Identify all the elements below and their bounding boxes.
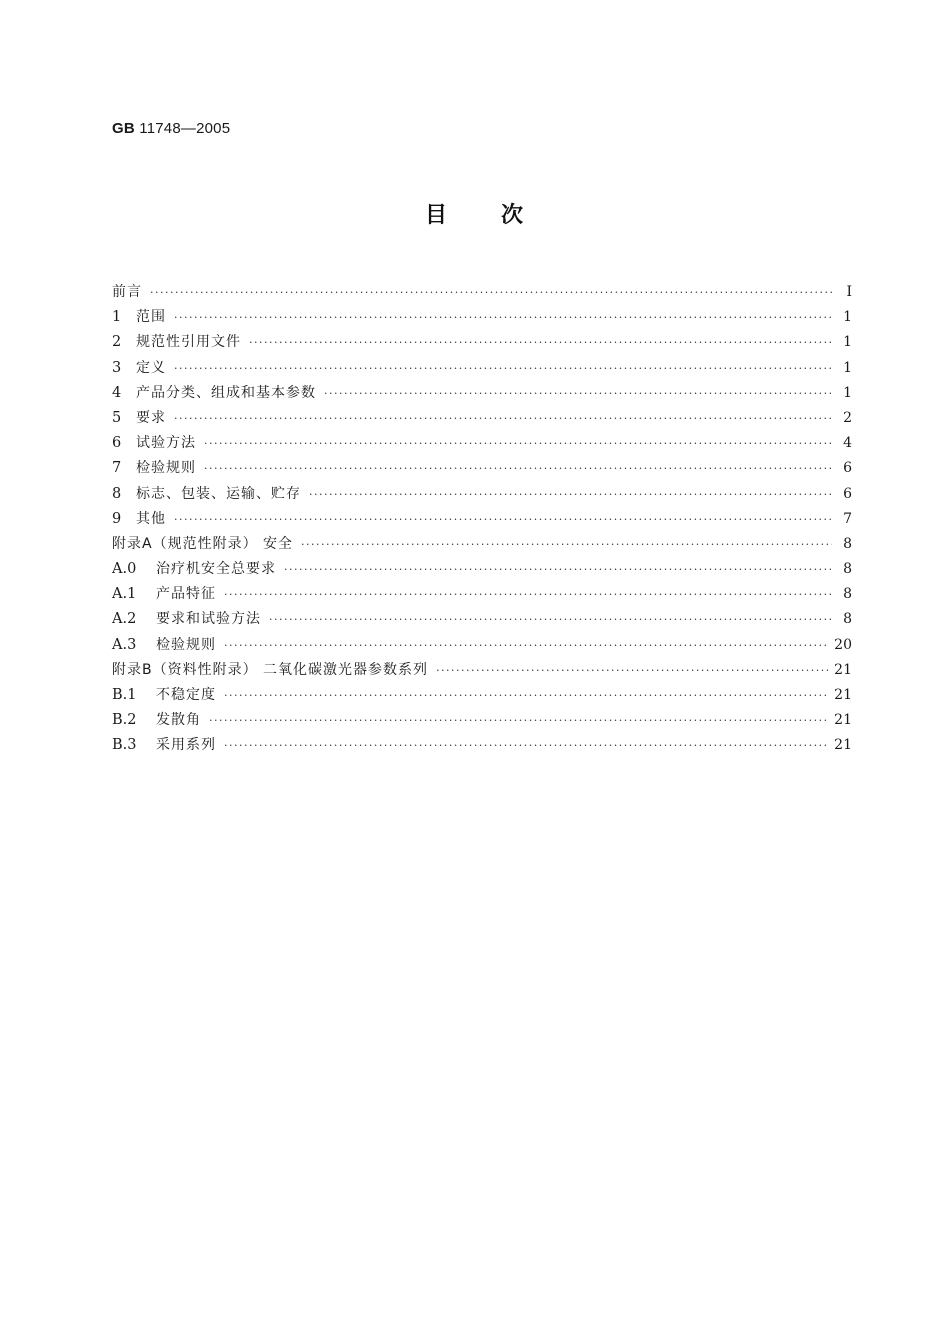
toc-entry-label: 定义 [136,359,166,376]
toc-entry-label: 标志、包装、运输、贮存 [136,485,301,502]
toc-entry[interactable] [112,607,852,632]
toc-entry-number: 9 [112,510,122,527]
toc-entry-page-number: 1 [843,309,852,326]
toc-entry-page-number: 21 [834,687,852,703]
toc-dot-leader [309,482,832,507]
standard-number: 11748—2005 [139,120,231,137]
toc-entry-page-number: 20 [834,636,852,653]
toc-dot-leader [204,456,832,481]
toc-entry-label: 要求 [136,409,166,426]
toc-entry-page-number: 8 [843,611,852,628]
toc-dot-leader [174,356,832,381]
toc-entry[interactable] [112,633,852,658]
toc-entry-label: 产品特征 [156,586,216,603]
toc-entry-page-number: 21 [834,712,852,729]
toc-entry[interactable] [112,381,852,406]
toc-entry[interactable] [112,431,852,456]
toc-entry-number: B.2 [112,712,137,729]
toc-entry-number: 6 [112,435,122,452]
toc-dot-leader [224,633,828,658]
toc-entry-page-number: 1 [843,334,852,351]
toc-entry-number: 7 [112,460,122,477]
toc-entry-number: A.0 [112,561,137,578]
toc-dot-leader [224,683,828,708]
toc-entry-number: 3 [112,359,122,376]
toc-entry-label: 检验规则 [136,460,196,477]
toc-entry[interactable] [112,557,852,582]
toc-dot-leader [301,532,832,557]
toc-entry-label: 发散角 [156,712,201,729]
toc-entry-page-number: 1 [843,359,852,376]
toc-dot-leader [204,431,832,456]
toc-entry-page-number: 6 [843,460,852,477]
toc-dot-leader [284,557,832,582]
toc-entry-page-number: 8 [843,561,852,578]
toc-entry-label: 治疗机安全总要求 [156,561,276,578]
toc-entry-page-number: 8 [843,535,852,552]
toc-entry[interactable] [112,482,852,507]
toc-entry[interactable] [112,683,852,708]
toc-entry-label: 其他 [136,510,166,527]
toc-entry-page-number: I [846,284,852,300]
toc-entry-page-number: 4 [843,435,852,452]
toc-entry[interactable] [112,406,852,431]
toc-dot-leader [436,658,828,683]
standard-number-header [112,120,230,137]
toc-entry-number: 5 [112,409,122,426]
toc-entry-page-number: 21 [834,661,852,678]
toc-entry[interactable] [112,658,852,683]
toc-dot-leader [249,330,832,355]
toc-entry-page-number: 6 [843,485,852,502]
toc-entry-number: A.2 [112,611,137,628]
toc-dot-leader [209,708,828,733]
toc-entry[interactable] [112,582,852,607]
toc-entry-number: A.3 [112,636,137,653]
toc-entry-number: 4 [112,384,122,401]
toc-entry-label: 检验规则 [156,636,216,653]
toc-title-char-2: 次 [501,203,526,228]
toc-entry-number: 8 [112,485,122,502]
toc-dot-leader [174,406,832,431]
toc-entry-label: 附录A（规范性附录） 安全 [112,535,294,552]
toc-entry-label: 不稳定度 [156,687,216,703]
toc-dot-leader [224,582,832,607]
toc-entry-label: 范围 [136,309,166,326]
toc-entry-page-number: 2 [843,409,852,426]
toc-title-char-1: 目 [424,203,449,228]
toc-entry-number: 1 [112,309,122,326]
toc-entry[interactable] [112,507,852,532]
toc-entry-label: 采用系列 [156,737,216,754]
toc-entry[interactable] [112,356,852,381]
toc-entry-label: 前言 [112,284,142,300]
toc-entry[interactable] [112,733,852,758]
toc-dot-leader [224,733,828,758]
standard-prefix: GB [112,120,135,137]
toc-entry-label: 附录B（资料性附录） 二氧化碳激光器参数系列 [112,661,429,678]
toc-dot-leader [174,507,832,532]
toc-entry-number: 2 [112,334,122,351]
toc-entry[interactable] [112,280,852,305]
toc-entry-label: 产品分类、组成和基本参数 [136,384,316,401]
toc-entry-page-number: 8 [843,586,852,603]
toc-entry-label: 要求和试验方法 [156,611,261,628]
toc-entry-number: B.3 [112,737,137,754]
table-of-contents [112,280,852,759]
toc-entry[interactable] [112,532,852,557]
toc-entry-label: 试验方法 [136,435,196,452]
toc-dot-leader [150,280,832,305]
toc-entry-number: A.1 [112,586,137,603]
toc-dot-leader [174,305,832,330]
toc-entry-label: 规范性引用文件 [136,334,241,351]
toc-entry-page-number: 1 [843,384,852,401]
toc-dot-leader [324,381,832,406]
toc-entry-number: B.1 [112,687,137,703]
toc-entry-page-number: 7 [843,510,852,527]
toc-title [0,198,950,229]
toc-dot-leader [269,607,832,632]
toc-entry[interactable] [112,305,852,330]
toc-entry[interactable] [112,330,852,355]
toc-entry[interactable] [112,708,852,733]
toc-entry[interactable] [112,456,852,481]
toc-entry-page-number: 21 [834,737,852,754]
